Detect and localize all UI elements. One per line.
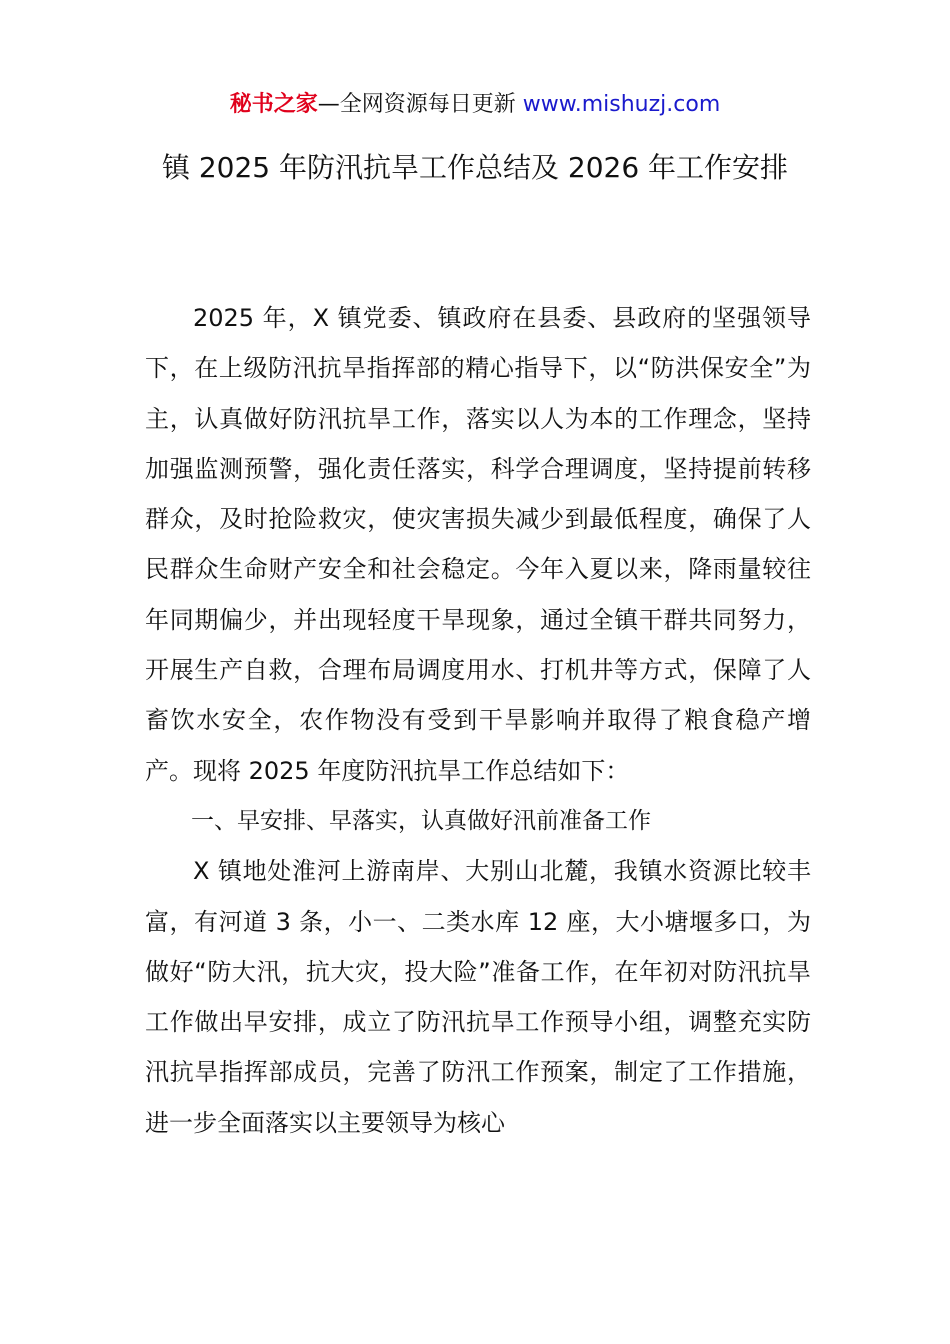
- document-title: 镇 2025 年防汛抗旱工作总结及 2026 年工作安排: [161, 151, 789, 184]
- site-slogan: —全网资源每日更新: [317, 92, 523, 117]
- document-body: [145, 293, 811, 1148]
- body-paragraph-intro: 2025 年，X 镇党委、镇政府在县委、县政府的坚强领导下，在上级防汛抗旱指挥部的精心指导下，以“防洪保安全”为主，认真做好防汛抗旱工作，落实以人为本的工作理念，坚持加强监测预警，强化责任落实，科学合理调度，坚持提前转移群众，及时抢险救灾，使灾害损失减少到最低程度，确保了人民群众生命财产安全和社会稳定。今年入夏以来，降雨量较往年同期偏少，并出现轻度干旱现象，通过全镇干群共同努力，开展生产自救，合理布局调度用水、打机井等方式，保障了人畜饮水安全，农作物没有受到干旱影响并取得了粮食稳产增产。现将 2025 年度防汛抗旱工作总结如下：: [145, 304, 811, 785]
- site-header: [0, 88, 950, 122]
- site-url-link[interactable]: www.mishuzj.com: [522, 92, 721, 117]
- site-brand: 秘书之家: [229, 92, 318, 117]
- section-heading-1: 一、早安排、早落实，认真做好汛前准备工作: [191, 807, 651, 834]
- body-paragraph-section-1: X 镇地处淮河上游南岸、大别山北麓，我镇水资源比较丰富，有河道 3 条，小一、二类水库 12 座，大小塘堰多口，为做好“防大汛，抗大灾，投大险”准备工作，在年初对防汛抗旱工作做出早安排，成立了防汛抗旱工作预导小组，调整充实防汛抗旱指挥部成员，完善了防汛工作预案，制定了工作措施，进一步全面落实以主要领导为核心: [145, 857, 811, 1137]
